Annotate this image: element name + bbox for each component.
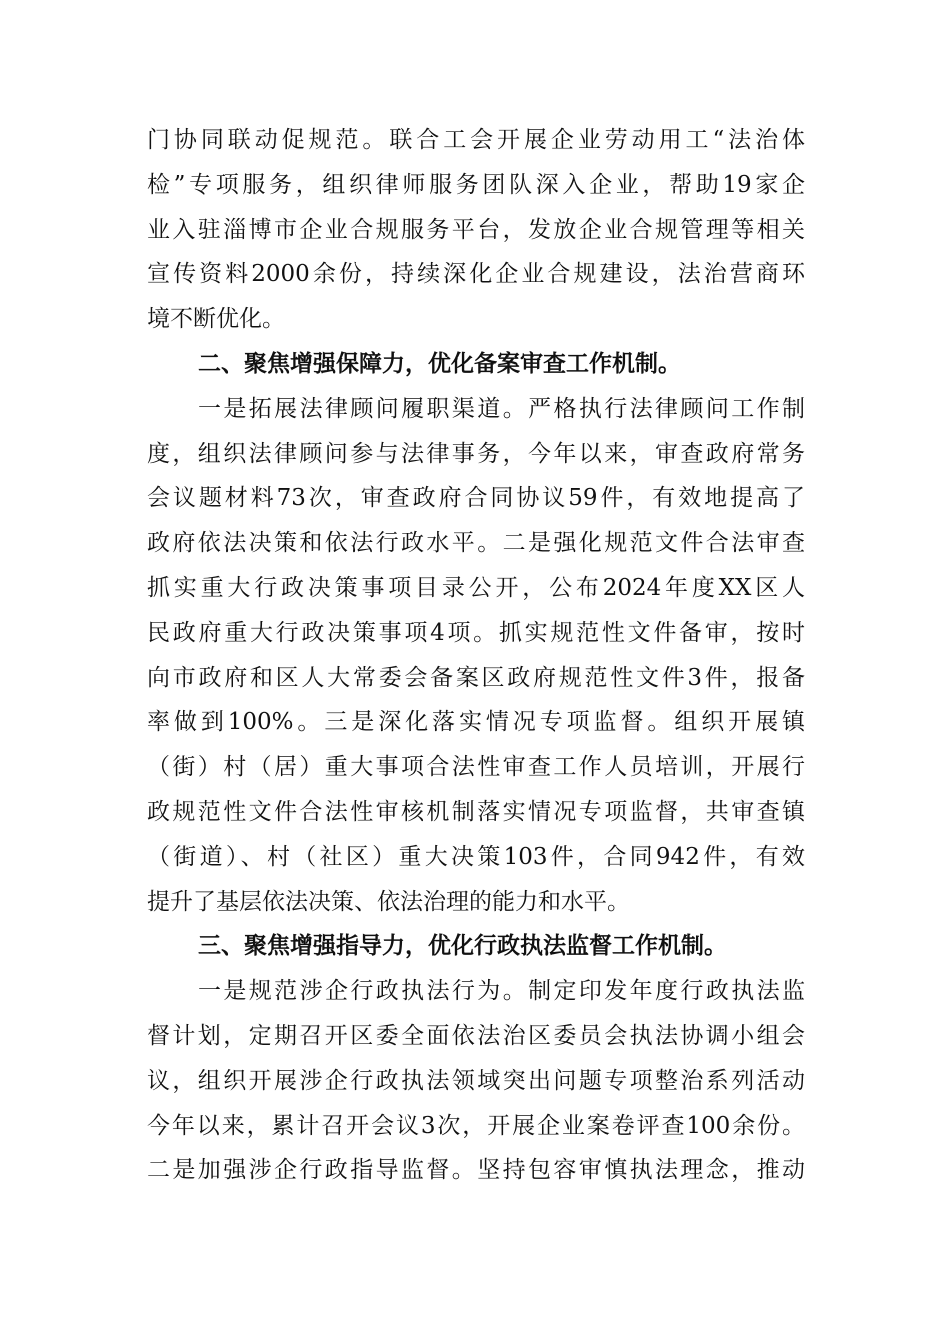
paragraph-line: （街道）、村（社区）重大决策103件，合同942件，有效 xyxy=(147,843,805,870)
section-heading: 三、聚焦增强指导力，优化行政执法监督工作机制。 xyxy=(198,932,727,960)
paragraph-line: 抓实重大行政决策事项目录公开，公布2024年度XX区人 xyxy=(147,574,805,601)
paragraph-line: 今年以来，累计召开会议3次，开展企业案卷评查100余份。 xyxy=(147,1112,805,1139)
document-page xyxy=(147,118,805,1193)
paragraph-line: 向市政府和区人大常委会备案区政府规范性文件3件，报备 xyxy=(147,664,805,691)
paragraph-line: 检”专项服务，组织律师服务团队深入企业，帮助19家企 xyxy=(147,171,805,198)
paragraph-line: 提升了基层依法决策、依法治理的能力和水平。 xyxy=(147,888,630,915)
paragraph-line: 议，组织开展涉企行政执法领域突出问题专项整治系列活动 xyxy=(147,1067,805,1094)
paragraph-line: 二是加强涉企行政指导监督。坚持包容审慎执法理念，推动 xyxy=(147,1157,805,1184)
paragraph-line: 民政府重大行政决策事项4项。抓实规范性文件备审，按时 xyxy=(147,619,805,646)
paragraph-line: 会议题材料73次，审查政府合同协议59件，有效地提高了 xyxy=(147,485,805,512)
paragraph-line: 度，组织法律顾问参与法律事务，今年以来，审查政府常务 xyxy=(147,440,805,467)
section-heading: 二、聚焦增强保障力，优化备案审查工作机制。 xyxy=(198,349,681,377)
paragraph-line: 督计划，定期召开区委全面依法治区委员会执法协调小组会 xyxy=(147,1022,805,1049)
paragraph-line: （街）村（居）重大事项合法性审查工作人员培训，开展行 xyxy=(147,754,805,781)
paragraph-line: 一是拓展法律顾问履职渠道。严格执行法律顾问工作制 xyxy=(198,395,805,422)
paragraph-line: 宣传资料2000余份，持续深化企业合规建设，法治营商环 xyxy=(147,261,805,288)
paragraph-line: 业入驻淄博市企业合规服务平台，发放企业合规管理等相关 xyxy=(147,216,805,243)
paragraph-line: 境不断优化。 xyxy=(147,306,285,333)
paragraph-line: 政规范性文件合法性审核机制落实情况专项监督，共审查镇 xyxy=(147,798,805,825)
paragraph-line: 一是规范涉企行政执法行为。制定印发年度行政执法监 xyxy=(198,978,805,1005)
paragraph-line: 率做到100%。三是深化落实情况专项监督。组织开展镇 xyxy=(147,709,805,736)
paragraph-line: 政府依法决策和依法行政水平。二是强化规范文件合法审查 xyxy=(147,530,805,557)
paragraph-line: 门协同联动促规范。联合工会开展企业劳动用工“法治体 xyxy=(147,127,805,153)
